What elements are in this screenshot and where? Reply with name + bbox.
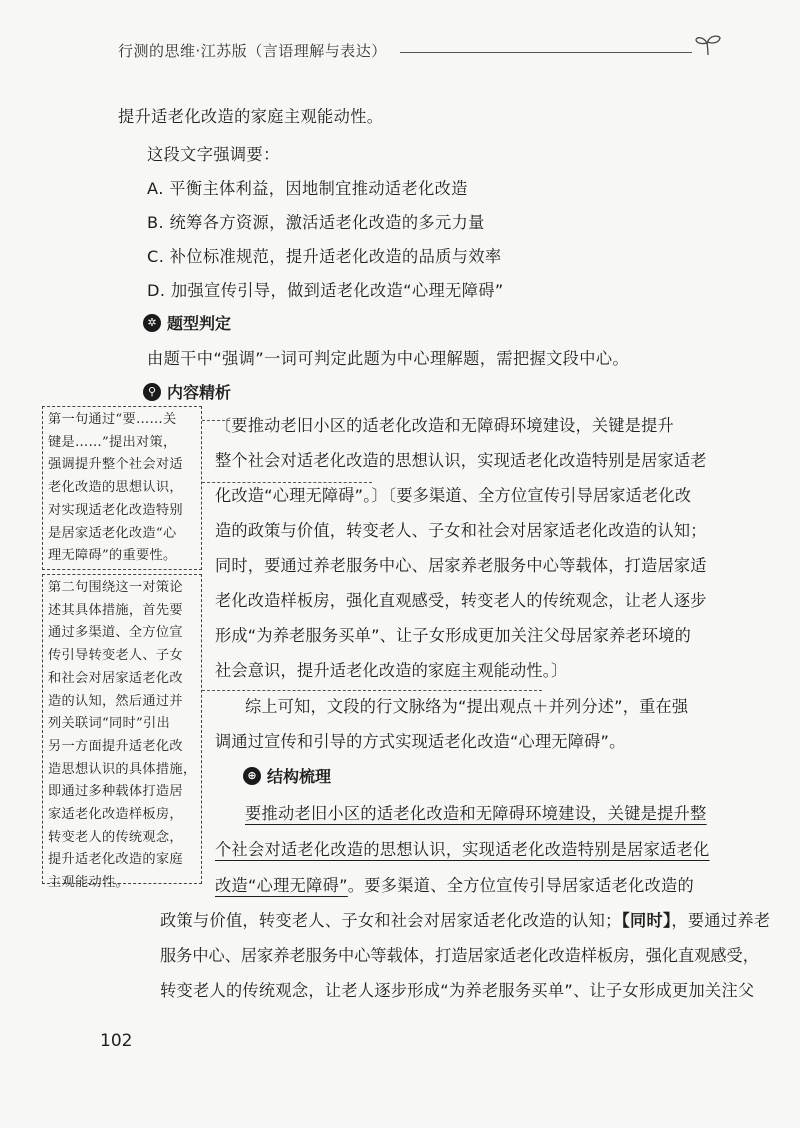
side-note-1-line: 对实现适老化改造特别 xyxy=(48,502,183,518)
structure-section-heading-text: 结构梳理 xyxy=(267,767,332,786)
note-2-bottom-connector xyxy=(202,690,542,691)
side-note-2-line: 列关联词“同时”引出 xyxy=(48,716,170,732)
side-note-2-line: 造思想认识的具体措施， xyxy=(48,761,197,777)
analysis-line: 形成“为养老服务买单”、让子女形成更加关注父母居家养老环境的 xyxy=(215,626,692,645)
side-note-2-line: 通过多渠道、全方位宣 xyxy=(48,625,183,641)
sprout-icon xyxy=(694,34,722,56)
option-d: D. 加强宣传引导，做到适老化改造“心理无障碍” xyxy=(147,281,504,300)
side-note-2-line: 转变老人的传统观念， xyxy=(48,829,183,845)
running-header xyxy=(118,38,718,68)
type-section-heading xyxy=(143,311,231,334)
structure-line-6: 转变老人的传统观念，让老人逐步形成“为养老服务买单”、让子女形成更加关注父 xyxy=(160,981,755,1000)
side-note-2-line: 和社会对居家适老化改 xyxy=(48,670,183,686)
analysis-line: 老化改造样板房，强化直观感受，转变老人的传统观念，让老人逐步 xyxy=(215,591,707,610)
structure-section-heading xyxy=(243,764,331,787)
analysis-line: 社会意识，提升适老化改造的家庭主观能动性。〕 xyxy=(215,661,568,680)
option-a: A. 平衡主体利益，因地制宜推动适老化改造 xyxy=(147,179,468,198)
analysis-line: 同时，要通过养老服务中心、居家养老服务中心等载体，打造居家适 xyxy=(215,556,707,575)
side-note-2-line: 家适老化改造样板房， xyxy=(48,807,183,823)
side-note-1-line: 是居家适老化改造“心 xyxy=(48,525,177,541)
type-section-body: 由题干中“强调”一词可判定此题为中心理解题，需把握文段中心。 xyxy=(147,349,630,368)
side-note-1-line: 强调提升整个社会对适 xyxy=(48,457,183,473)
question-tail-line: 提升适老化改造的家庭主观能动性。 xyxy=(118,107,384,126)
side-note-2-line: 第二句围绕这一对策论 xyxy=(48,580,183,595)
analysis-line: 造的政策与价值，转变老人、子女和社会对居家适老化改造的认知； xyxy=(215,521,707,540)
content-section-heading xyxy=(143,380,231,403)
side-note-2-line: 传引导转变老人、子女 xyxy=(48,648,183,664)
side-note-1 xyxy=(42,406,202,570)
structure-line-4-pre: 政策与价值，转变老人、子女和社会对居家适老化改造的认知； xyxy=(160,911,622,930)
side-note-2-line: 即通过多种载体打造居 xyxy=(48,784,183,800)
analysis-line: 整个社会对适老化改造的思想认识，实现适老化改造特别是居家适老 xyxy=(215,451,707,470)
type-section-heading-text: 题型判定 xyxy=(167,314,232,333)
content-section-heading-text: 内容精析 xyxy=(167,383,232,402)
summary-line: 综上可知，文段的行文脉络为“提出观点＋并列分述”，重在强 xyxy=(245,697,689,716)
side-note-2-line: 主观能动性。 xyxy=(48,875,129,891)
structure-line-3 xyxy=(215,872,694,896)
side-note-2-line: 述其具体措施，首先要 xyxy=(48,602,183,618)
side-note-1-line: 键是……”提出对策， xyxy=(48,434,177,450)
question-stem: 这段文字强调要： xyxy=(147,145,280,164)
structure-icon: ⊕ xyxy=(243,767,261,785)
side-note-2 xyxy=(42,574,202,891)
side-note-2-line: 另一方面提升适老化改 xyxy=(48,738,183,754)
gear-icon: ✲ xyxy=(143,314,161,332)
structure-line-3-underlined: 改造“心理无障碍” xyxy=(215,876,348,895)
conjunction-tag: 【同时】 xyxy=(621,911,672,930)
structure-line-4-post: ，要通过养老 xyxy=(671,911,771,930)
magnifier-icon: ⚲ xyxy=(143,383,161,401)
side-note-2-line: 提升适老化改造的家庭 xyxy=(48,852,183,868)
summary-line: 调通过宣传和引导的方式实现适老化改造“心理无障碍”。 xyxy=(215,732,626,751)
option-b: B. 统筹各方资源，激活适老化改造的多元力量 xyxy=(147,213,485,232)
page-number: 102 xyxy=(100,1031,133,1051)
side-note-2-line: 造的认知，然后通过并 xyxy=(48,693,183,709)
header-rule xyxy=(400,52,692,53)
side-note-1-line: 第一句通过“要……关 xyxy=(48,412,177,427)
side-note-1-line: 老化改造的思想认识， xyxy=(48,480,183,496)
side-note-1-line: 理无障碍”的重要性。 xyxy=(48,548,177,564)
structure-line-1: 要推动老旧小区的适老化改造和无障碍环境建设，关键是提升整 xyxy=(245,804,707,823)
analysis-line: 〔要推动老旧小区的适老化改造和无障碍环境建设，关键是提升 xyxy=(215,416,674,435)
header-title: 行测的思维·江苏版（言语理解与表达） xyxy=(118,42,387,60)
structure-line-3-rest: 。要多渠道、全方位宣传引导居家适老化改造的 xyxy=(347,876,695,895)
structure-line-4 xyxy=(160,907,770,931)
structure-line-5: 服务中心、居家养老服务中心等载体，打造居家适老化改造样板房，强化直观感受， xyxy=(160,946,759,965)
option-c: C. 补位标准规范，提升适老化改造的品质与效率 xyxy=(147,247,502,266)
analysis-line: 化改造“心理无障碍”。〕〔要多渠道、全方位宣传引导居家适老化改 xyxy=(215,486,692,505)
structure-line-2: 个社会对适老化改造的思想认识，实现适老化改造特别是居家适老化 xyxy=(215,840,710,859)
